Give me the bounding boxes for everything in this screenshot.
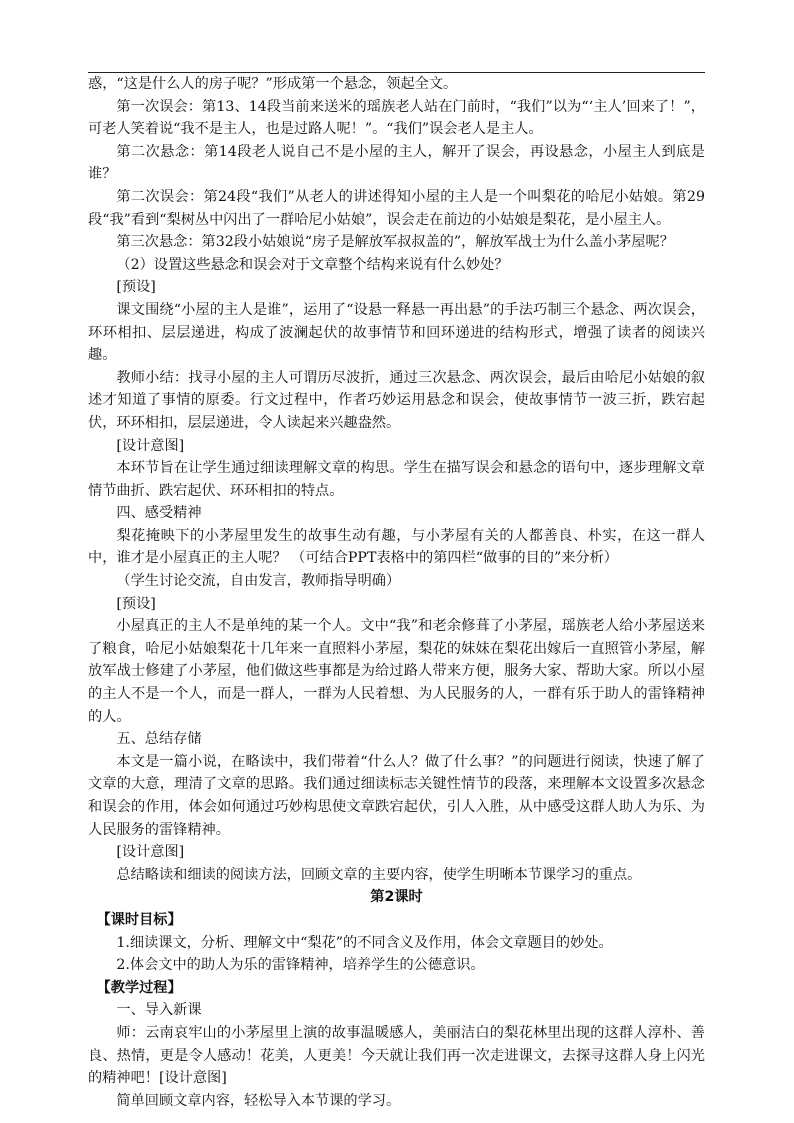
lesson-title: 第2课时 — [370, 889, 423, 906]
paragraph: 小屋真正的主人不是单纯的某一个人。文中“我”和老余修葺了小茅屋，瑶族老人给小茅屋送来了粮食，哈尼小姑娘梨花十几年来一直照料小茅屋，梨花的妹妹在梨花出嫁后一直照管小茅屋，解放军战士修建了小茅屋，他们做这些事都是为给过路人带来方便，服务大家、帮助大家。所以小屋的主人不是一个人，而是一群人，一群为人民着想、为人民服务的人，一群有乐于助人的雷锋精神的人。 — [88, 618, 705, 725]
objective-item: 2.体会文中的助人为乐的雷锋精神，培养学生的公德意识。 — [116, 957, 485, 974]
paragraph: （学生讨论交流，自由发言，教师指导明确） — [116, 573, 401, 590]
design-intent-label: [设计意图] — [116, 844, 185, 861]
section-heading: 五、总结存储 — [116, 731, 202, 748]
paragraph: 第三次悬念：第32段小姑娘说“房子是解放军叔叔盖的”，解放军战士为什么盖小茅屋呢？ — [116, 234, 674, 251]
preset-label: [预设] — [116, 279, 156, 296]
paragraph: 课文围绕“小屋的主人是谁”，运用了“设悬一释悬一再出悬”的手法巧制三个悬念、两次误会，环环相扣、层层递进，构成了波澜起伏的故事情节和回环递进的结构形式，增强了读者的阅读兴趣。 — [88, 301, 705, 364]
paragraph: 第二次悬念：第14段老人说自己不是小屋的主人，解开了误会，再设悬念，小屋主人到底是谁？ — [88, 143, 705, 183]
design-intent-label: [设计意图] — [116, 437, 185, 454]
objectives-heading: 【课时目标】 — [96, 911, 182, 928]
paragraph: 第一次误会：第13、14段当前来送米的瑶族老人站在门前时，“我们”以为“‘主人’回来了！”，可老人笑着说“我不是主人，也是过路人呢！”。“我们”误会老人是主人。 — [88, 98, 705, 138]
paragraph: 总结略读和细读的阅读方法，回顾文章的主要内容，使学生明晰本节课学习的重点。 — [116, 866, 642, 883]
paragraph: 师：云南哀牢山的小茅屋里上演的故事温暖感人，美丽洁白的梨花林里出现的这群人淳朴、善良、热情，更是令人感动！花美，人更美！今天就让我们再一次走进课文，去探寻这群人身上闪光的精神吧！[设计意图] — [88, 1024, 705, 1087]
document-body — [88, 73, 705, 1112]
preset-label: [预设] — [116, 595, 156, 612]
paragraph: 本文是一篇小说，在略读中，我们带着“什么人？做了什么事？”的问题进行阅读，快速了解了文章的大意，理清了文章的思路。我们通过细读标志关键性情节的段落，来理解本文设置多次悬念和误会的作用，体会如何通过巧妙构思使文章跌宕起伏，引人入胜，从中感受这群人助人为乐、为人民服务的雷锋精神。 — [88, 753, 705, 838]
paragraph: 梨花掩映下的小茅屋里发生的故事生动有趣，与小茅屋有关的人都善良、朴实，在这一群人中，谁才是小屋真正的主人呢？ （可结合PPT表格中的第四栏“做事的目的”来分析） — [88, 527, 705, 567]
paragraph: 第二次误会：第24段“我们”从老人的讲述得知小屋的主人是一个叫梨花的哈尼小姑娘。第29段“我”看到“梨树丛中闪出了一群哈尼小姑娘”，误会走在前边的小姑娘是梨花，是小屋主人。 — [88, 188, 705, 228]
paragraph: 简单回顾文章内容，轻松导入本节课的学习。 — [116, 1092, 401, 1109]
objective-item: 1.细读课文，分析、理解文中“梨花”的不同含义及作用，体会文章题目的妙处。 — [116, 934, 613, 951]
section-heading: 一、导入新课 — [116, 1002, 202, 1019]
paragraph: 惑，“这是什么人的房子呢？”形成第一个悬念，领起全文。 — [88, 76, 458, 92]
section-heading: 四、感受精神 — [116, 505, 202, 522]
paragraph: 教师小结：找寻小屋的主人可谓历尽波折，通过三次悬念、两次误会，最后由哈尼小姑娘的叙述才知道了事情的原委。行文过程中，作者巧妙运用悬念和误会，使故事情节一波三折，跌宕起伏，环环相扣，层层递进，令人读起来兴趣盎然。 — [88, 369, 705, 431]
paragraph: 本环节旨在让学生通过细读理解文章的构思。学生在描写误会和悬念的语句中，逐步理解文章情节曲折、跌宕起伏、环环相扣的特点。 — [88, 460, 705, 499]
paragraph: （2）设置这些悬念和误会对于文章整个结构来说有什么妙处？ — [116, 256, 509, 273]
process-heading: 【教学过程】 — [96, 979, 182, 996]
